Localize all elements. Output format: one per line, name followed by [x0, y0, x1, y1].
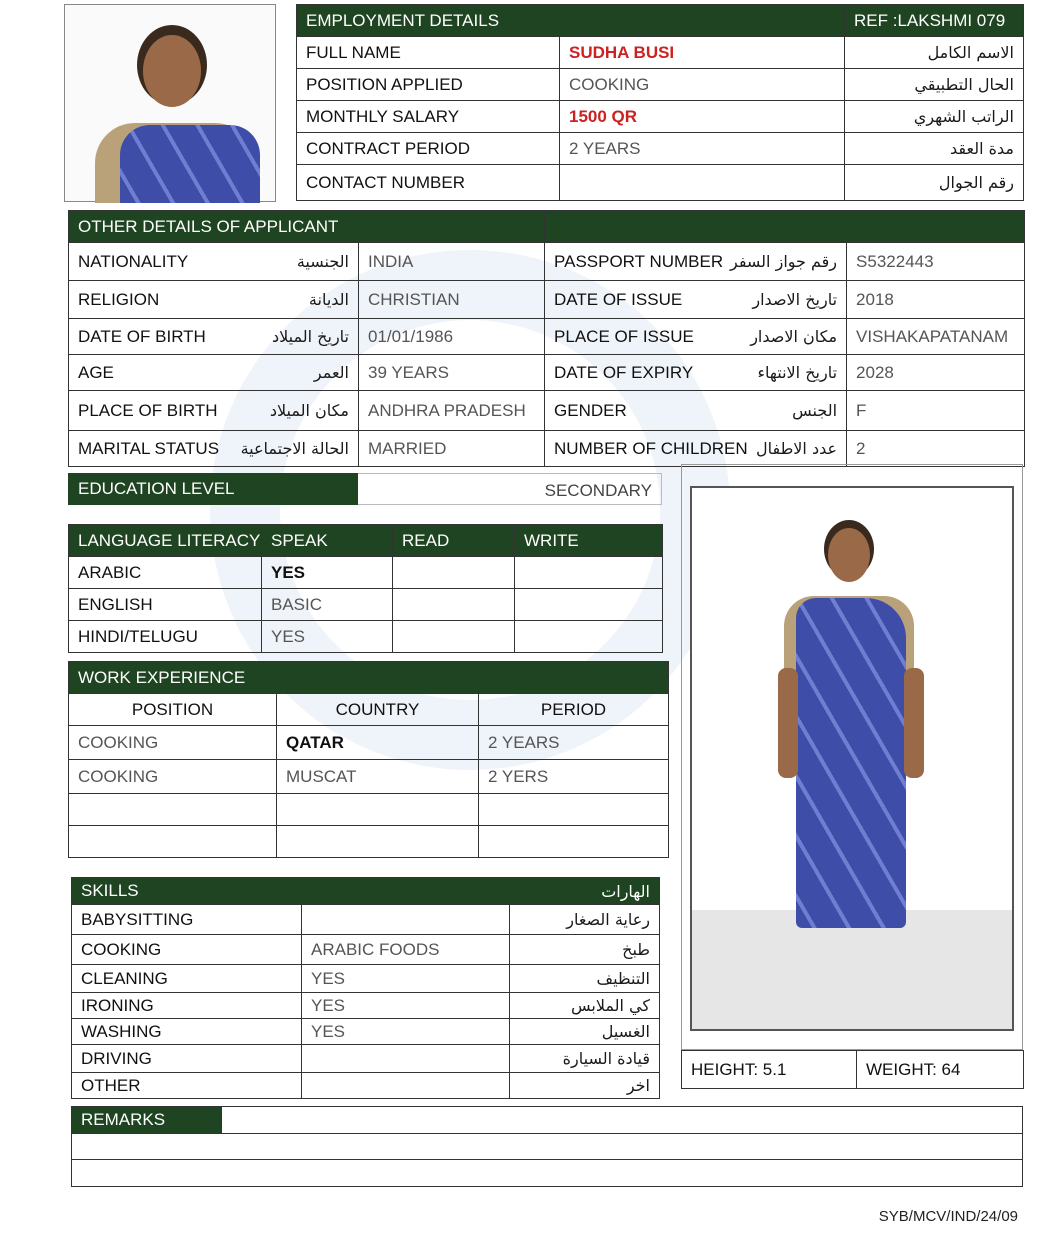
label-date-of-expiry: DATE OF EXPIRY — [545, 355, 717, 391]
skill-name: CLEANING — [72, 965, 302, 993]
work-header-period: PERIOD — [479, 694, 669, 726]
skills-table — [71, 877, 660, 1099]
lang-english-read — [393, 589, 515, 621]
remarks-line — [72, 1160, 1023, 1187]
skill-name: IRONING — [72, 993, 302, 1019]
value-place-of-birth: ANDHRA PRADESH — [359, 391, 545, 431]
lang-hindi-telugu: HINDI/TELUGU — [69, 621, 262, 653]
work-empty-cell — [479, 826, 669, 858]
label-contact: CONTACT NUMBER — [297, 165, 560, 201]
label-nationality-ar: الجنسية — [211, 243, 359, 281]
lang-header-read: READ — [393, 525, 515, 557]
value-marital-status: MARRIED — [359, 431, 545, 467]
value-date-of-expiry: 2028 — [847, 355, 1025, 391]
value-dob: 01/01/1986 — [359, 319, 545, 355]
label-date-of-expiry-ar: تاريخ الانتهاء — [717, 355, 847, 391]
label-position-ar: الحال التطبيقي — [845, 69, 1024, 101]
employment-table — [296, 4, 1024, 201]
skill-name: COOKING — [72, 935, 302, 965]
lang-english-speak: BASIC — [262, 589, 393, 621]
lang-header-write: WRITE — [515, 525, 663, 557]
employment-title: EMPLOYMENT DETAILS — [297, 5, 845, 37]
skill-name-ar: رعاية الصغار — [510, 905, 660, 935]
value-nationality: INDIA — [359, 243, 545, 281]
value-salary: 1500 QR — [560, 101, 845, 133]
label-full-name: FULL NAME — [297, 37, 560, 69]
skill-name-ar: اخر — [510, 1073, 660, 1099]
skill-name-ar: قيادة السيارة — [510, 1045, 660, 1073]
value-full-name: SUDHA BUSI — [560, 37, 845, 69]
reference-number: REF :LAKSHMI 079 — [845, 5, 1024, 37]
lang-hindi-telugu-speak: YES — [262, 621, 393, 653]
work-experience-title: WORK EXPERIENCE — [69, 662, 669, 694]
label-children-ar: عدد الاطفال — [717, 431, 847, 467]
label-passport: PASSPORT NUMBER — [545, 243, 717, 281]
full-body-photo — [690, 486, 1014, 1031]
label-marital-status: MARITAL STATUS — [69, 431, 211, 467]
work-row-position: COOKING — [69, 760, 277, 794]
value-contract: 2 YEARS — [560, 133, 845, 165]
education-value: SECONDARY — [358, 473, 662, 505]
label-marital-status-ar: الحالة الاجتماعية — [211, 431, 359, 467]
label-dob-ar: تاريخ الميلاد — [211, 319, 359, 355]
work-empty-cell — [277, 826, 479, 858]
skill-name-ar: طبخ — [510, 935, 660, 965]
value-children: 2 — [847, 431, 1025, 467]
label-contract: CONTRACT PERIOD — [297, 133, 560, 165]
skills-title: SKILLS — [72, 878, 510, 905]
label-place-of-issue: PLACE OF ISSUE — [545, 319, 717, 355]
lang-hindi-telugu-write — [515, 621, 663, 653]
work-row-period: 2 YEARS — [479, 726, 669, 760]
lang-header-speak: SPEAK — [262, 525, 393, 557]
label-children: NUMBER OF CHILDREN — [545, 431, 717, 467]
value-place-of-issue: VISHAKAPATANAM — [847, 319, 1025, 355]
label-contact-ar: رقم الجوال — [845, 165, 1024, 201]
skills-title-ar: الهارات — [510, 878, 660, 905]
remarks-line — [222, 1107, 1023, 1134]
label-date-of-issue: DATE OF ISSUE — [545, 281, 717, 319]
other-details-header-blank — [545, 211, 1025, 243]
weight-value: WEIGHT: 64 — [857, 1051, 1024, 1089]
work-empty-cell — [69, 826, 277, 858]
label-age: AGE — [69, 355, 211, 391]
other-details-title: OTHER DETAILS OF APPLICANT — [69, 211, 545, 243]
lang-arabic-read — [393, 557, 515, 589]
skill-name: BABYSITTING — [72, 905, 302, 935]
work-empty-cell — [69, 794, 277, 826]
work-empty-cell — [277, 794, 479, 826]
label-place-of-birth-ar: مكان الميلاد — [211, 391, 359, 431]
label-contract-ar: مدة العقد — [845, 133, 1024, 165]
skill-value — [302, 1045, 510, 1073]
label-salary-ar: الراتب الشهري — [845, 101, 1024, 133]
label-passport-ar: رقم جواز السفر — [717, 243, 847, 281]
remarks-line — [72, 1134, 1023, 1160]
skill-value: YES — [302, 993, 510, 1019]
label-gender-ar: الجنس — [717, 391, 847, 431]
work-row-position: COOKING — [69, 726, 277, 760]
value-date-of-issue: 2018 — [847, 281, 1025, 319]
label-nationality: NATIONALITY — [69, 243, 211, 281]
lang-header-literacy: LANGUAGE LITERACY — [69, 525, 262, 557]
language-table — [68, 524, 663, 653]
lang-hindi-telugu-read — [393, 621, 515, 653]
skill-name-ar: كي الملابس — [510, 993, 660, 1019]
label-place-of-birth: PLACE OF BIRTH — [69, 391, 211, 431]
skill-name: WASHING — [72, 1019, 302, 1045]
skill-value: YES — [302, 965, 510, 993]
skill-value — [302, 905, 510, 935]
work-header-position: POSITION — [69, 694, 277, 726]
work-empty-cell — [479, 794, 669, 826]
label-dob: DATE OF BIRTH — [69, 319, 211, 355]
label-position: POSITION APPLIED — [297, 69, 560, 101]
label-religion-ar: الديانة — [211, 281, 359, 319]
skill-name: OTHER — [72, 1073, 302, 1099]
work-header-country: COUNTRY — [277, 694, 479, 726]
lang-english-write — [515, 589, 663, 621]
value-gender: F — [847, 391, 1025, 431]
label-salary: MONTHLY SALARY — [297, 101, 560, 133]
work-row-period: 2 YERS — [479, 760, 669, 794]
skill-name-ar: الغسيل — [510, 1019, 660, 1045]
skill-name: DRIVING — [72, 1045, 302, 1073]
measurements-table — [681, 1050, 1024, 1089]
skill-name-ar: التنظيف — [510, 965, 660, 993]
value-contact — [560, 165, 845, 201]
value-age: 39 YEARS — [359, 355, 545, 391]
skill-value: YES — [302, 1019, 510, 1045]
lang-arabic-write — [515, 557, 663, 589]
label-date-of-issue-ar: تاريخ الاصدار — [717, 281, 847, 319]
work-row-country: QATAR — [277, 726, 479, 760]
skill-value: ARABIC FOODS — [302, 935, 510, 965]
lang-arabic: ARABIC — [69, 557, 262, 589]
value-position: COOKING — [560, 69, 845, 101]
footer-code: SYB/MCV/IND/24/09 — [878, 1208, 1018, 1225]
remarks-table — [71, 1106, 1023, 1187]
label-full-name-ar: الاسم الكامل — [845, 37, 1024, 69]
lang-arabic-speak: YES — [262, 557, 393, 589]
label-place-of-issue-ar: مكان الاصدار — [717, 319, 847, 355]
work-row-country: MUSCAT — [277, 760, 479, 794]
lang-english: ENGLISH — [69, 589, 262, 621]
other-details-table — [68, 210, 1025, 467]
education-label: EDUCATION LEVEL — [68, 473, 358, 505]
label-religion: RELIGION — [69, 281, 211, 319]
height-value: HEIGHT: 5.1 — [682, 1051, 857, 1089]
value-passport: S5322443 — [847, 243, 1025, 281]
portrait-photo — [64, 4, 276, 202]
value-religion: CHRISTIAN — [359, 281, 545, 319]
remarks-title: REMARKS — [72, 1107, 222, 1134]
label-gender: GENDER — [545, 391, 717, 431]
label-age-ar: العمر — [211, 355, 359, 391]
skill-value — [302, 1073, 510, 1099]
work-experience-table — [68, 661, 669, 858]
